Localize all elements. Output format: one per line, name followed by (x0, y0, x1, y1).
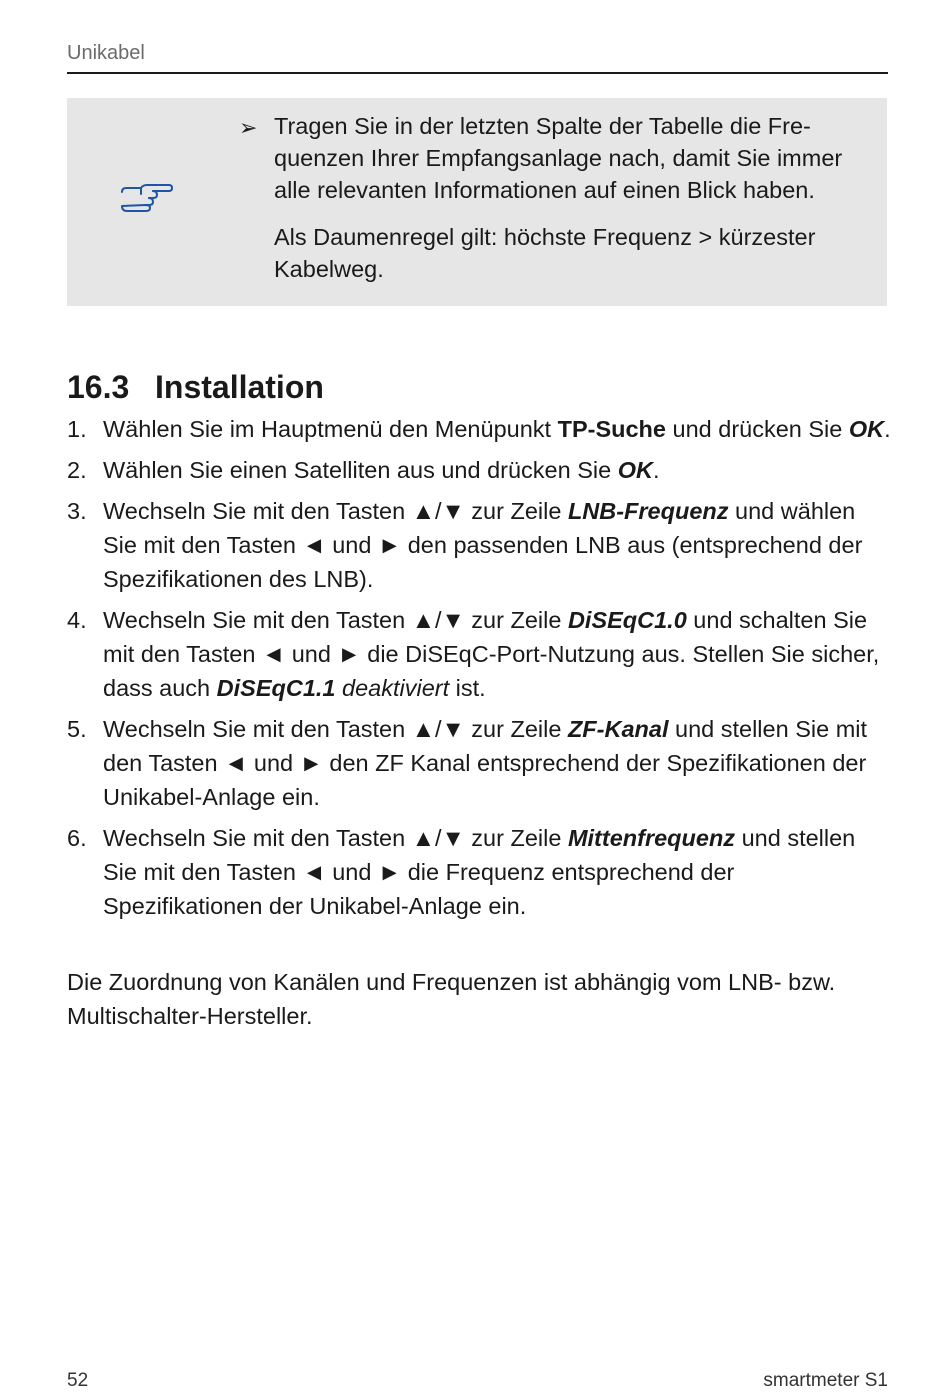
note-line: quenzen Ihrer Empfangsanlage nach, damit Sie immer (274, 145, 843, 171)
note-paragraph-2 (274, 221, 874, 285)
step-emphasis: DiSEqC1.1 (216, 675, 336, 701)
pointing-hand-icon (119, 180, 173, 216)
step-number: 5. (67, 716, 87, 742)
step-emphasis: ZF-Kanal (567, 716, 669, 742)
step-item (67, 494, 892, 596)
step-emphasis: Mittenfrequenz (567, 825, 736, 851)
step-text-segment: ist. (449, 675, 486, 701)
section-title: Installation (155, 369, 324, 405)
step-text (103, 607, 879, 701)
step-emphasis: deaktiviert (342, 675, 450, 701)
note-box (67, 98, 887, 306)
step-item (67, 412, 892, 446)
step-text (103, 716, 867, 810)
step-text-segment: Wechseln Sie mit den Tasten ▲/▼ zur Zeile (103, 607, 568, 633)
running-header-title: Unikabel (67, 42, 145, 64)
step-text-segment: und wählen Sie mit den Tasten ◄ und ► den passenden LNB aus (entsprechend der Spezifikationen des LNB). (103, 498, 863, 592)
step-item (67, 603, 892, 705)
step-text-segment: Wechseln Sie mit den Tasten ▲/▼ zur Zeile (103, 716, 568, 742)
note-line: Als Daumenregel gilt: höchste Frequenz > kürzester (274, 224, 816, 250)
page-header (67, 42, 888, 74)
step-text (103, 457, 660, 483)
step-text-segment: und stellen Sie mit den Tasten ◄ und ► den ZF Kanal entsprechend der Spezifikationen der Unikabel-Anlage ein. (103, 716, 868, 810)
step-item (67, 453, 892, 487)
step-item (67, 821, 892, 923)
step-emphasis: DiSEqC1.0 (567, 607, 687, 633)
step-emphasis: TP-Suche (557, 416, 666, 442)
step-item (67, 712, 892, 814)
note-text (274, 110, 874, 300)
step-text-segment: . (652, 457, 660, 483)
note-line: alle relevanten Informationen auf einen Blick haben. (274, 177, 815, 203)
step-text (103, 498, 862, 592)
step-text-segment: Wählen Sie einen Satelliten aus und drücken Sie (103, 457, 618, 483)
section-number: 16.3 (67, 369, 130, 405)
product-name: smartmeter S1 (763, 1370, 888, 1391)
step-text-segment: und schalten Sie mit den Tasten ◄ und ► die DiSEqC-Port-Nutzung aus. Stellen Sie sicher, dass auch (103, 607, 880, 701)
note-paragraph-1 (274, 110, 874, 206)
step-text (103, 825, 855, 919)
step-emphasis: OK (848, 416, 885, 442)
step-number: 2. (67, 457, 87, 483)
closing-paragraph: Die Zuordnung von Kanälen und Frequenzen ist abhängig vom LNB- bzw. Multischalter-Hersteller. (67, 969, 836, 1029)
step-text-segment: und drücken Sie (665, 416, 849, 442)
step-text-segment: Wechseln Sie mit den Tasten ▲/▼ zur Zeile (103, 498, 568, 524)
step-emphasis: LNB-Frequenz (567, 498, 729, 524)
step-text-segment: Wechseln Sie mit den Tasten ▲/▼ zur Zeile (103, 825, 568, 851)
installation-steps (67, 412, 892, 930)
note-line: Tragen Sie in der letzten Spalte der Tabelle die Fre- (274, 113, 811, 139)
step-text-segment: und stellen Sie mit den Tasten ◄ und ► die Frequenz entsprechend der Spezifikationen der Unikabel-Anlage ein. (103, 825, 856, 919)
step-text-segment: . (884, 416, 891, 442)
note-line: Kabelweg. (274, 256, 384, 282)
step-text-segment: Wählen Sie im Hauptmenü den Menüpunkt (103, 416, 558, 442)
step-number: 1. (67, 416, 87, 442)
step-number: 4. (67, 607, 87, 633)
page-number: 52 (67, 1370, 89, 1391)
step-text (103, 416, 891, 442)
step-emphasis: OK (617, 457, 653, 483)
section-heading (67, 369, 324, 406)
bullet-arrow: ➢ (239, 115, 258, 140)
step-number: 6. (67, 825, 87, 851)
step-number: 3. (67, 498, 87, 524)
